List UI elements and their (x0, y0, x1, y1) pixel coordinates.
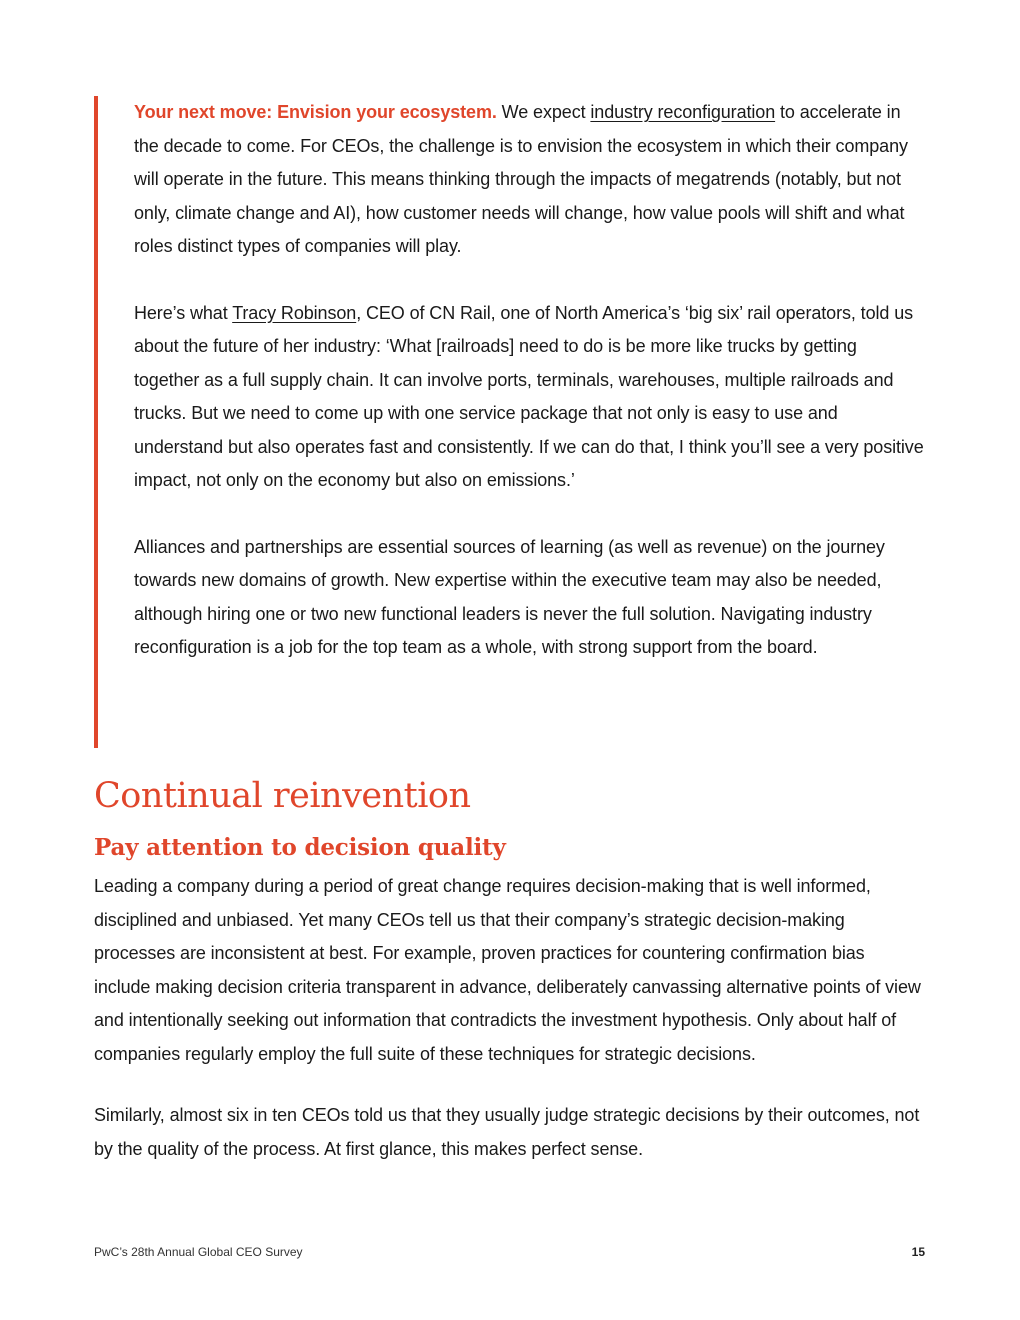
section-body (94, 870, 924, 1166)
page-number: 15 (911, 1245, 925, 1259)
callout-text: , CEO of CN Rail, one of North America’s ‘big six’ rail operators, told us about the future of her industry: ‘What [railroads] need to do is be more like trucks by getting together as a full supply chain. It can involve ports, terminals, warehouses, multiple railroads and trucks. But we need to come up with one service package that not only is easy to use and understand but also operates fast and consistently. If we can do that, I think you’ll see a very positive impact, not only on the economy but also on emissions.’ (134, 302, 924, 490)
body-paragraph-2: Similarly, almost six in ten CEOs told us that they usually judge strategic decisions by their outcomes, not by the quality of the process. At first glance, this makes perfect sense. (94, 1105, 920, 1159)
section-subtitle: Pay attention to decision quality (94, 834, 506, 861)
body-paragraph-1: Leading a company during a period of great change requires decision-making that is well informed, disciplined and unbiased. Yet many CEOs tell us that their company’s strategic decision-making processes are inconsistent at best. For example, proven practices for countering confirmation bias include making decision criteria transparent in advance, deliberately canvassing alternative points of view and intentionally seeking out information that contradicts the investment hypothesis. Only about half of companies regularly employ the full suite of these techniques for strategic decisions. (94, 876, 921, 1064)
callout-text: We expect (496, 102, 591, 122)
callout-text: to accelerate in the decade to come. For CEOs, the challenge is to envision the ecosystem in which their company will operate in the future. This means thinking through the impacts of megatrends (notably, but not only, climate change and AI), how customer needs will change, how value pools will shift and what roles distinct types of companies will play. (134, 102, 908, 256)
callout-text: Here’s what (134, 302, 233, 323)
footer-publication: PwC’s 28th Annual Global CEO Survey (94, 1245, 303, 1259)
callout-paragraph-1 (134, 96, 924, 264)
tracy-robinson-link[interactable]: Tracy Robinson (232, 302, 357, 323)
callout-paragraph-2 (134, 297, 924, 498)
section-title: Continual reinvention (94, 776, 471, 816)
callout-lead: Your next move: Envision your ecosystem. (134, 102, 497, 122)
callout-paragraph-3: Alliances and partnerships are essential sources of learning (as well as revenue) on the journey towards new domains of growth. New expertise within the executive team may also be needed, although hiring one or two new functional leaders is never the full solution. Navigating industry reconfiguration is a job for the top team as a whole, with strong support from the board. (134, 536, 885, 657)
industry-reconfiguration-link[interactable]: industry reconfiguration (590, 102, 776, 122)
callout-box (94, 96, 924, 748)
